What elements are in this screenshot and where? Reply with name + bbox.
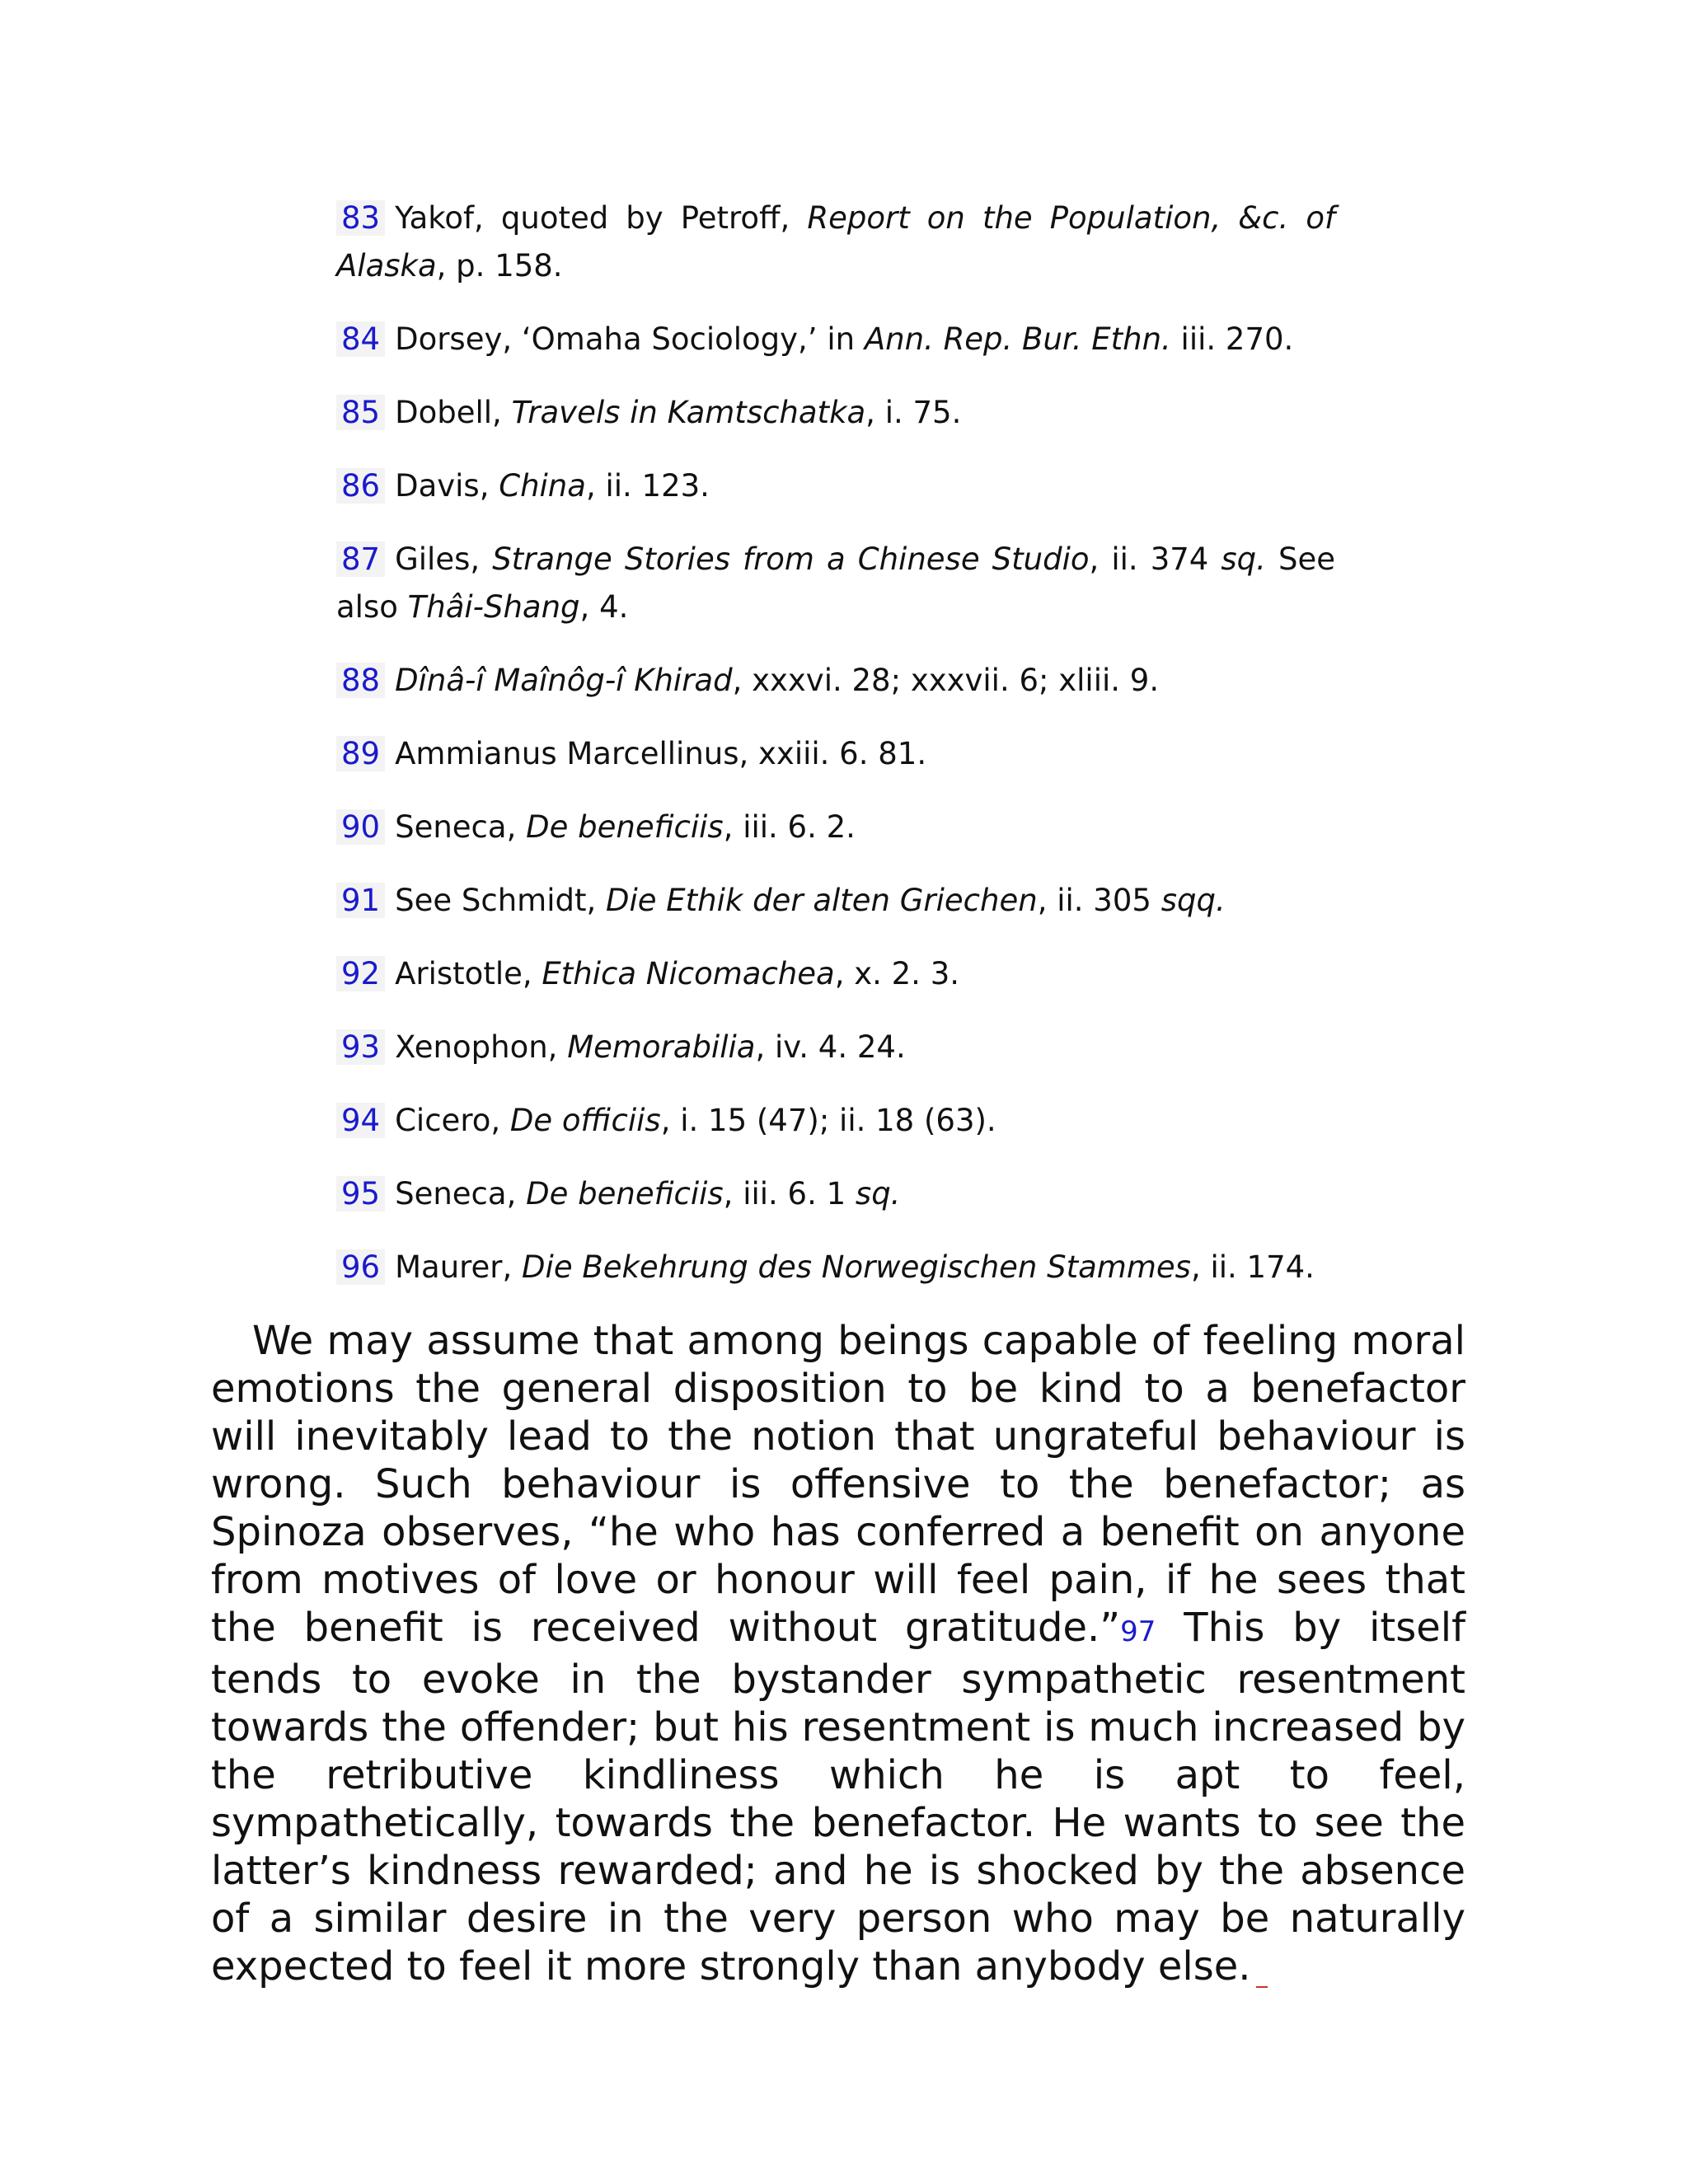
footnote-title: Die Ethik der alten Griechen (606, 883, 1038, 918)
footnote-number-link[interactable]: 87 (336, 541, 385, 577)
footnote-text: , p. 158. (436, 248, 563, 284)
footnote-abbrev: sq. (855, 1176, 901, 1212)
footnote-title: China (499, 468, 586, 504)
body-paragraph (211, 1317, 1465, 1990)
paragraph-text: We may assume that among beings capable of feeling moral emotions the general disposition to be kind to a benefactor will inevitably lead to the notion that ungrateful behaviour is wrong. Such behaviour is offensive to the benefactor; as Spinoza observes, “he who has conferred a benefit on anyone from motives of love or honour will feel pain, if he sees that the benefit is received without gratitude.” (211, 1318, 1465, 1651)
footnote (336, 316, 1335, 363)
footnote (336, 877, 1335, 925)
footnote-text: Giles, (395, 541, 493, 577)
footnote-title: Ann. Rep. Bur. Ethn. (864, 321, 1171, 357)
footnote-number-link[interactable]: 89 (336, 736, 385, 771)
footnote-text: Ammianus Marcellinus, xxiii. 6. 81. (395, 736, 927, 771)
footnote-title: Memorabilia (567, 1029, 756, 1065)
footnote-abbrev: sq. (1221, 541, 1266, 577)
footnotes-list (336, 194, 1335, 1317)
footnote-text: , ii. 123. (585, 468, 710, 504)
footnote-title: Die Bekehrung des Norwegischen Stammes (522, 1249, 1191, 1285)
footnote-text: Cicero, (395, 1103, 510, 1138)
footnote-text: , i. 15 (47); ii. 18 (63). (660, 1103, 996, 1138)
footnote-text: Yakof, quoted by Petroff, (395, 200, 808, 236)
footnote-abbrev: sqq. (1160, 883, 1226, 918)
footnote-title: Thâi-Shang (407, 589, 580, 625)
footnote-number-link[interactable]: 91 (336, 883, 385, 918)
footnote-number-link[interactable]: 86 (336, 468, 385, 504)
footnote-title: Dînâ-î Maînôg-î Khirad (395, 663, 733, 698)
footnote (336, 1244, 1335, 1291)
page-end-marker (1256, 1986, 1268, 1988)
footnote-text: Maurer, (395, 1249, 523, 1285)
footnote-number-link[interactable]: 92 (336, 956, 385, 991)
footnote-number-link[interactable]: 88 (336, 663, 385, 698)
footnote-text: Dobell, (395, 395, 512, 430)
footnote-text: , iii. 6. 2. (723, 809, 856, 845)
footnote-title: Ethica Nicomachea (542, 956, 835, 991)
footnote-text: , ii. 174. (1190, 1249, 1315, 1285)
footnote (336, 389, 1335, 437)
footnote-text: Dorsey, ‘Omaha Sociology,’ in (395, 321, 865, 357)
footnote-text: , 4. (579, 589, 629, 625)
footnote-text: Davis, (395, 468, 499, 504)
footnote-title: Travels in Kamtschatka (511, 395, 866, 430)
footnote-number-link[interactable]: 90 (336, 809, 385, 845)
footnote-number-link[interactable]: 94 (336, 1103, 385, 1138)
footnote-text: Xenophon, (395, 1029, 568, 1065)
footnote-number-link[interactable]: 96 (336, 1249, 385, 1285)
footnote-text: , x. 2. 3. (834, 956, 959, 991)
footnote (336, 804, 1335, 851)
footnote-title: De beneficiis (526, 809, 724, 845)
footnote (336, 194, 1335, 290)
footnote-text: , iii. 6. 1 (723, 1176, 856, 1212)
footnote-text: , i. 75. (865, 395, 962, 430)
footnote (336, 1024, 1335, 1071)
footnote (336, 1170, 1335, 1218)
footnote-number-link[interactable]: 83 (336, 200, 385, 236)
footnote-text: Seneca, (395, 1176, 527, 1212)
footnote (336, 1097, 1335, 1145)
footnote (336, 657, 1335, 705)
footnote-text: Seneca, (395, 809, 527, 845)
footnote-title: De officiis (509, 1103, 661, 1138)
footnote-text: , xxxvi. 28; xxxvii. 6; xliii. 9. (732, 663, 1160, 698)
footnote-text: , ii. 305 (1037, 883, 1161, 918)
footnote-title: Strange Stories from a Chinese Studio (492, 541, 1090, 577)
footnote (336, 536, 1335, 631)
footnote-number-link[interactable]: 93 (336, 1029, 385, 1065)
footnote-text: , iv. 4. 24. (755, 1029, 906, 1065)
footnote-number-link[interactable]: 95 (336, 1176, 385, 1212)
footnote (336, 730, 1335, 778)
footnote-text: Aristotle, (395, 956, 542, 991)
footnote-title: Report on the Population, &c. of Alaska (336, 200, 1335, 284)
footnote-title: De beneficiis (526, 1176, 724, 1212)
footnote (336, 950, 1335, 998)
footnote-number-link[interactable]: 84 (336, 321, 385, 357)
footnote-number-link[interactable]: 85 (336, 395, 385, 430)
footnote-text: See also (336, 541, 1335, 625)
footnote-text: , ii. 374 (1089, 541, 1221, 577)
footnote-text: See Schmidt, (395, 883, 606, 918)
paragraph-text: This by itself tends to evoke in the bystander sympathetic resentment towards the offender; but his resentment is much increased by the retributive kindliness which he is apt to feel, sympathetically, towards the benefactor. He wants to see the latter’s kindness rewarded; and he is shocked by the absence of a similar desire in the very person who may be naturally expected to feel it more strongly than anybody else. (211, 1605, 1465, 1990)
footnote-reference-link[interactable]: 97 (1120, 1615, 1156, 1648)
footnote (336, 462, 1335, 510)
footnote-text: iii. 270. (1170, 321, 1294, 357)
